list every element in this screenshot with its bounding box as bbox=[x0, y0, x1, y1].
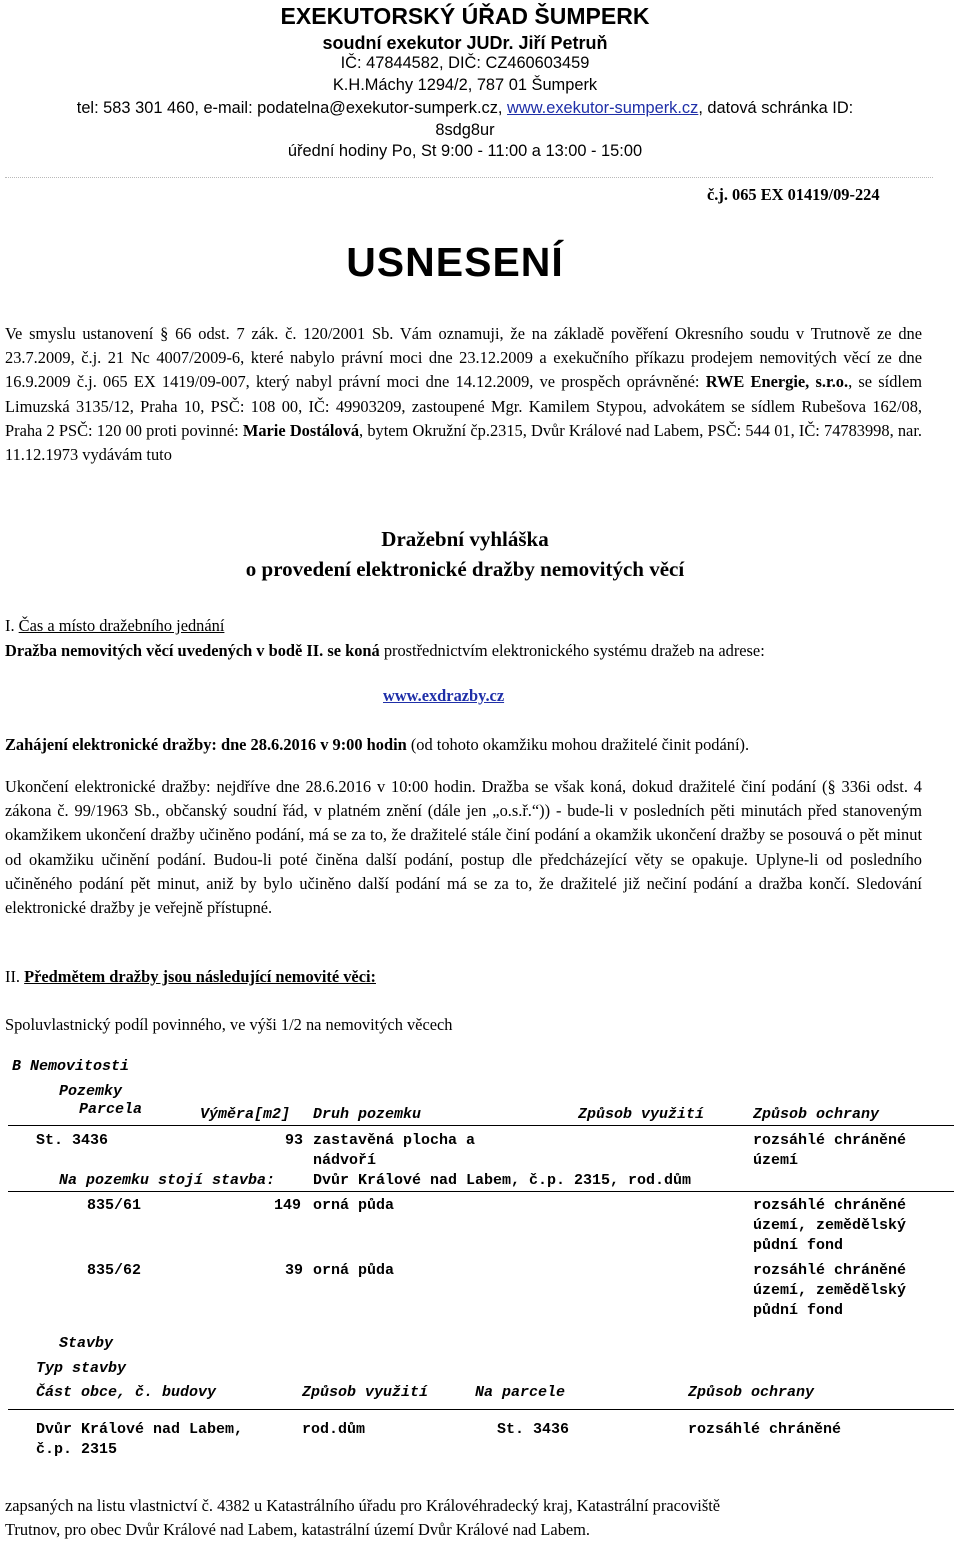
table-rule-1 bbox=[8, 1125, 954, 1126]
creditor-name: RWE Energie, s.r.o. bbox=[705, 372, 849, 392]
cadastre-b-label: B Nemovitosti bbox=[12, 1058, 130, 1075]
cadastre-pozemky: Pozemky bbox=[59, 1083, 123, 1100]
reference-number: č.j. 065 EX 01419/09-224 bbox=[707, 185, 880, 204]
type-st3436-2: nádvoří bbox=[313, 1152, 377, 1169]
col-protect: Způsob ochrany bbox=[753, 1106, 880, 1123]
intro-text-2: , se sídlem Limuzská 3135/12, Praha 10, PSČ: 108 00, IČ: 49903209, zastoupené Mgr. Kamilem Stypou, advokátem se sídlem Rubešova 162/08, Praha 2 PSČ: 120 00 proti povinné: bbox=[5, 372, 923, 440]
page-title: USNESENÍ bbox=[346, 239, 564, 285]
col-use2: Způsob využití bbox=[302, 1384, 429, 1401]
cadastre-parcela: Parcela bbox=[79, 1101, 143, 1118]
section2-number: II. bbox=[5, 967, 25, 986]
area-st3436: 93 bbox=[285, 1132, 304, 1149]
section1-heading bbox=[5, 614, 922, 638]
header-divider bbox=[5, 177, 933, 178]
building-label: Na pozemku stojí stavba: bbox=[59, 1172, 276, 1189]
building-value: Dvůr Králové nad Labem, č.p. 2315, rod.dům bbox=[313, 1172, 692, 1189]
intro-paragraph bbox=[5, 322, 922, 467]
protect-st3436-2: území bbox=[753, 1152, 799, 1169]
parcel-835-62: 835/62 bbox=[87, 1262, 142, 1279]
auction-start-rest: (od tohoto okamžiku mohou dražitelé činit podání). bbox=[406, 735, 750, 754]
col-use: Způsob využití bbox=[578, 1106, 705, 1123]
table-rule-2 bbox=[8, 1191, 954, 1192]
office-name: EXEKUTORSKÝ ÚŘAD ŠUMPERK bbox=[280, 3, 650, 29]
building-place-2: č.p. 2315 bbox=[36, 1441, 118, 1458]
office-hours: úřední hodiny Po, St 9:00 - 11:00 a 13:00 - 15:00 bbox=[287, 142, 643, 160]
col-protect2: Způsob ochrany bbox=[688, 1384, 815, 1401]
footer-line-1: zapsaných na listu vlastnictví č. 4382 u Katastrálního úřadu pro Královéhradecký kraj, Katastrální pracoviště bbox=[5, 1496, 721, 1515]
col-type: Druh pozemku bbox=[313, 1106, 422, 1123]
auction-end-paragraph: Ukončení elektronické dražby: nejdříve dne 28.6.2016 v 10:00 hodin. Dražba se však koná, dokud dražitelé činí podání (§ 336i odst. 4 zákona č. 99/1963 Sb., občanský soudní řád, v platném znění (dále jen „o.s.ř.“)) - bude-li v posledních pěti minutách před stanoveným okamžikem ukončení dražby učiněno podání, má se za to, že dražitelé stále činí podání a okamžik ukončení dražby se posouvá o pět minut od okamžiku učinění podání. Budou-li poté činěna další podání, postup dle předcházející věty se opakuje. Uplyne-li od posledního učiněného podání pět minut, aniž by bylo učiněno další podání má se za to, že dražitelé již nečiní podání a dražba končí. Sledování elektronické dražby je veřejně přístupné. bbox=[5, 777, 922, 918]
intro-text-1: Ve smyslu ustanovení § 66 odst. 7 zák. č. 120/2001 Sb. Vám oznamuji, že na základě pověření Okresního soudu v Trutnově ze dne 23.7.2009, č.j. 21 Nc 4007/2009-6, které nabylo právní moci dne 23.12.2009 a exekučního příkazu prodejem nemovitých věcí ze dne 16.9.2009 č.j. 065 EX 1419/09-007, který nabyl právní moci dne 14.12.2009, ve prospěch oprávněné: bbox=[5, 324, 922, 392]
building-place-1: Dvůr Králové nad Labem, bbox=[36, 1421, 244, 1438]
col-parcel2: Na parcele bbox=[475, 1384, 566, 1401]
office-address: K.H.Máchy 1294/2, 787 01 Šumperk bbox=[332, 76, 598, 94]
website-link[interactable]: www.exekutor-sumperk.cz bbox=[507, 99, 699, 117]
share-line: Spoluvlastnický podíl povinného, ve výši 1/2 na nemovitých věcech bbox=[5, 1015, 453, 1034]
building-use: rod.dům bbox=[302, 1421, 366, 1438]
section1-title: Čas a místo dražebního jednání bbox=[18, 616, 225, 635]
footer-line-2: Trutnov, pro obec Dvůr Králové nad Labem, katastrální území Dvůr Králové nad Labem. bbox=[5, 1520, 591, 1539]
protect-835-62-3: půdní fond bbox=[753, 1302, 844, 1319]
protect-835-62-2: území, zemědělský bbox=[753, 1282, 907, 1299]
type-835-61: orná půda bbox=[313, 1197, 395, 1214]
intro-text-3: , bytem Okružní čp.2315, Dvůr Králové nad Labem, PSČ: 544 01, IČ: 74783998, nar. 11.12.1973 vydávám tuto bbox=[5, 420, 922, 465]
parcel-835-61: 835/61 bbox=[87, 1197, 142, 1214]
auction-start-bold: Zahájení elektronické dražby: dne 28.6.2016 v 9:00 hodin bbox=[5, 735, 407, 754]
type-st3436-1: zastavěná plocha a bbox=[313, 1132, 476, 1149]
protect-st3436-1: rozsáhlé chráněné bbox=[753, 1132, 907, 1149]
cadastre-typ-stavby: Typ stavby bbox=[36, 1360, 127, 1377]
doc-title: Dražební vyhláška bbox=[381, 527, 549, 551]
building-parcel: St. 3436 bbox=[497, 1421, 570, 1438]
col-part: Část obce, č. budovy bbox=[36, 1384, 217, 1401]
doc-subtitle: o provedení elektronické dražby nemovitých věcí bbox=[245, 557, 685, 581]
auction-start bbox=[5, 733, 922, 757]
section2-heading bbox=[5, 965, 922, 989]
building-protect: rozsáhlé chráněné bbox=[688, 1421, 842, 1438]
col-area: Výměra[m2] bbox=[200, 1106, 291, 1123]
databox-id: 8sdg8ur bbox=[435, 121, 495, 139]
section1-paragraph bbox=[5, 639, 922, 663]
protect-835-61-1: rozsáhlé chráněné bbox=[753, 1197, 907, 1214]
protect-835-61-2: území, zemědělský bbox=[753, 1217, 907, 1234]
contact-text: tel: 583 301 460, e-mail: podatelna@exekutor-sumperk.cz, bbox=[76, 99, 508, 117]
section1-number: I. bbox=[5, 616, 19, 635]
cadastre-stavby: Stavby bbox=[59, 1335, 114, 1352]
auction-link[interactable]: www.exdrazby.cz bbox=[383, 686, 505, 705]
section1-bold: Dražba nemovitých věcí uvedených v bodě II. se koná bbox=[5, 641, 380, 660]
section1-rest: prostřednictvím elektronického systému dražeb na adrese: bbox=[379, 641, 765, 660]
type-835-62: orná půda bbox=[313, 1262, 395, 1279]
table-rule-3 bbox=[8, 1409, 954, 1410]
protect-835-61-3: půdní fond bbox=[753, 1237, 844, 1254]
executor-name: soudní exekutor JUDr. Jiří Petruň bbox=[322, 33, 608, 53]
area-835-62: 39 bbox=[285, 1262, 304, 1279]
company-ids: IČ: 47844582, DIČ: CZ460603459 bbox=[340, 54, 590, 72]
parcel-st3436: St. 3436 bbox=[36, 1132, 109, 1149]
area-835-61: 149 bbox=[274, 1197, 302, 1214]
protect-835-62-1: rozsáhlé chráněné bbox=[753, 1262, 907, 1279]
databox-label: , datová schránka ID: bbox=[698, 99, 854, 117]
contact-line bbox=[0, 97, 930, 119]
debtor-name: Marie Dostálová bbox=[242, 420, 360, 440]
section2-title: Předmětem dražby jsou následující nemovité věci: bbox=[24, 967, 376, 986]
auction-url bbox=[383, 686, 504, 706]
